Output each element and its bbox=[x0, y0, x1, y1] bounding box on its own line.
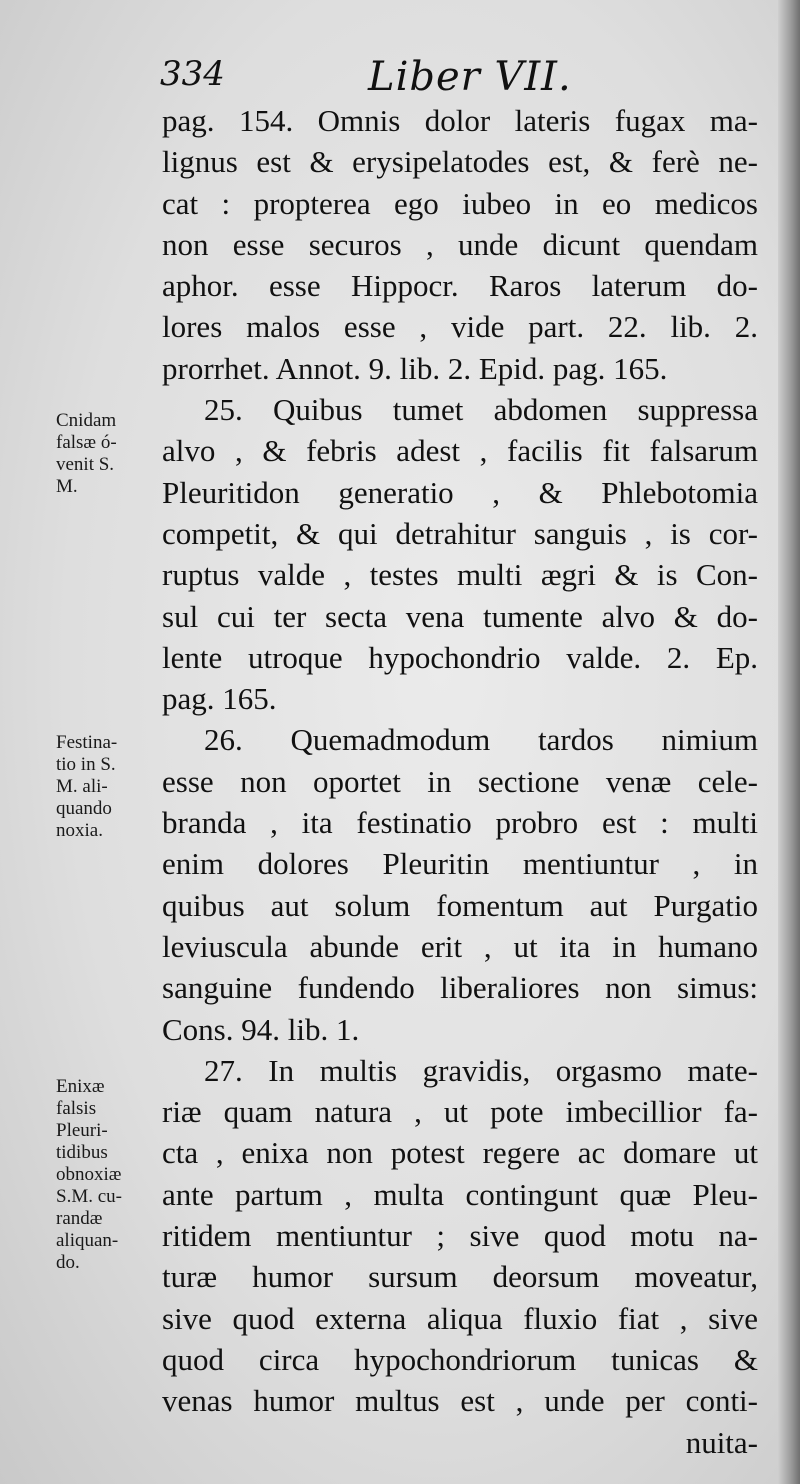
margin-note-line: aliquan- bbox=[56, 1230, 119, 1251]
text-line: turæ humor sursum deorsum moveatur, bbox=[162, 1259, 758, 1295]
text-line: sive quod externa aliqua fluxio fiat , sive bbox=[162, 1300, 758, 1336]
margin-note-line: venit S. bbox=[56, 454, 115, 475]
margin-note-enixae bbox=[56, 1076, 156, 1274]
margin-note-line: do. bbox=[56, 1252, 80, 1273]
margin-note-line: noxia. bbox=[56, 820, 103, 841]
text-line: quibus aut solum fomentum aut Purgatio bbox=[162, 887, 758, 923]
text-line: competit, & qui detrahitur sanguis , is cor- bbox=[162, 515, 758, 551]
margin-note-line: Pleuri- bbox=[56, 1120, 108, 1141]
text-line: lores malos esse , vide part. 22. lib. 2. bbox=[162, 309, 758, 345]
text-line: leviuscula abunde erit , ut ita in humano bbox=[162, 928, 758, 964]
margin-note-line: falsæ ó- bbox=[56, 432, 117, 453]
text-line: lignus est & erysipelatodes est, & ferè ne- bbox=[162, 144, 758, 180]
running-title: Liber VII. bbox=[368, 54, 572, 100]
text-line: alvo , & febris adest , facilis fit falsarum bbox=[162, 433, 758, 469]
text-line: prorrhet. Annot. 9. lib. 2. Epid. pag. 165. bbox=[162, 350, 668, 386]
text-line: ante partum , multa contingunt quæ Pleu- bbox=[162, 1176, 758, 1212]
text-line: Cons. 94. lib. 1. bbox=[162, 1011, 360, 1047]
text-line: venas humor multus est , unde per conti- bbox=[162, 1383, 758, 1419]
margin-note-line: M. ali- bbox=[56, 776, 108, 797]
text-line: cat : propterea ego iubeo in eo medicos bbox=[162, 185, 758, 221]
paragraph-26-start: 26. Quemadmodum tardos nimium bbox=[204, 722, 758, 758]
margin-note-line: Enixæ bbox=[56, 1076, 105, 1097]
text-line: branda , ita festinatio probro est : multi bbox=[162, 805, 758, 841]
text-line: ruptus valde , testes multi ægri & is Con- bbox=[162, 557, 758, 593]
page-edge-shadow bbox=[778, 0, 800, 1484]
margin-note-line: Cnidam bbox=[56, 410, 117, 431]
text-line: non esse securos , unde dicunt quendam bbox=[162, 226, 758, 262]
text-line: aphor. esse Hippocr. Raros laterum do- bbox=[162, 268, 758, 304]
margin-note-line: Festina- bbox=[56, 732, 118, 753]
margin-note-line: randæ bbox=[56, 1208, 103, 1229]
margin-note-line: tidibus bbox=[56, 1142, 108, 1163]
text-line: pag. 154. Omnis dolor lateris fugax ma- bbox=[162, 103, 758, 138]
text-line: esse non oportet in sectione venæ cele- bbox=[162, 763, 758, 799]
margin-note-line: obnoxiæ bbox=[56, 1164, 122, 1185]
text-line: Pleuritidon generatio , & Phlebotomia bbox=[162, 474, 758, 510]
text-line: quod circa hypochondriorum tunicas & bbox=[162, 1341, 758, 1377]
margin-note-line: tio in S. bbox=[56, 754, 116, 775]
text-line: sul cui ter secta vena tumente alvo & do- bbox=[162, 598, 758, 634]
paragraph-27-start: 27. In multis gravidis, orgasmo mate- bbox=[204, 1052, 758, 1088]
text-line: enim dolores Pleuritin mentiuntur , in bbox=[162, 846, 758, 882]
page-header bbox=[160, 54, 760, 100]
margin-note-line: quando bbox=[56, 798, 112, 819]
main-text-block bbox=[162, 100, 758, 1463]
text-line: cta , enixa non potest regere ac domare ut bbox=[162, 1135, 758, 1171]
margin-note-festinatio bbox=[56, 732, 156, 842]
text-line: sanguine fundendo liberaliores non simus: bbox=[162, 970, 758, 1006]
text-line: riæ quam natura , ut pote imbecillior fa- bbox=[162, 1094, 758, 1130]
page-number: 334 bbox=[160, 54, 225, 94]
catchword: nuita- bbox=[685, 1424, 758, 1460]
text-line: lente utroque hypochondrio valde. 2. Ep. bbox=[162, 639, 758, 675]
margin-note-line: M. bbox=[56, 476, 78, 497]
paragraph-25-start: 25. Quibus tumet abdomen suppressa bbox=[204, 392, 758, 428]
text-line: ritidem mentiuntur ; sive quod motu na- bbox=[162, 1218, 758, 1254]
margin-note-line: S.M. cu- bbox=[56, 1186, 122, 1207]
margin-note-cnidam bbox=[56, 410, 156, 498]
text-line: pag. 165. bbox=[162, 681, 277, 717]
margin-note-line: falsis bbox=[56, 1098, 97, 1119]
